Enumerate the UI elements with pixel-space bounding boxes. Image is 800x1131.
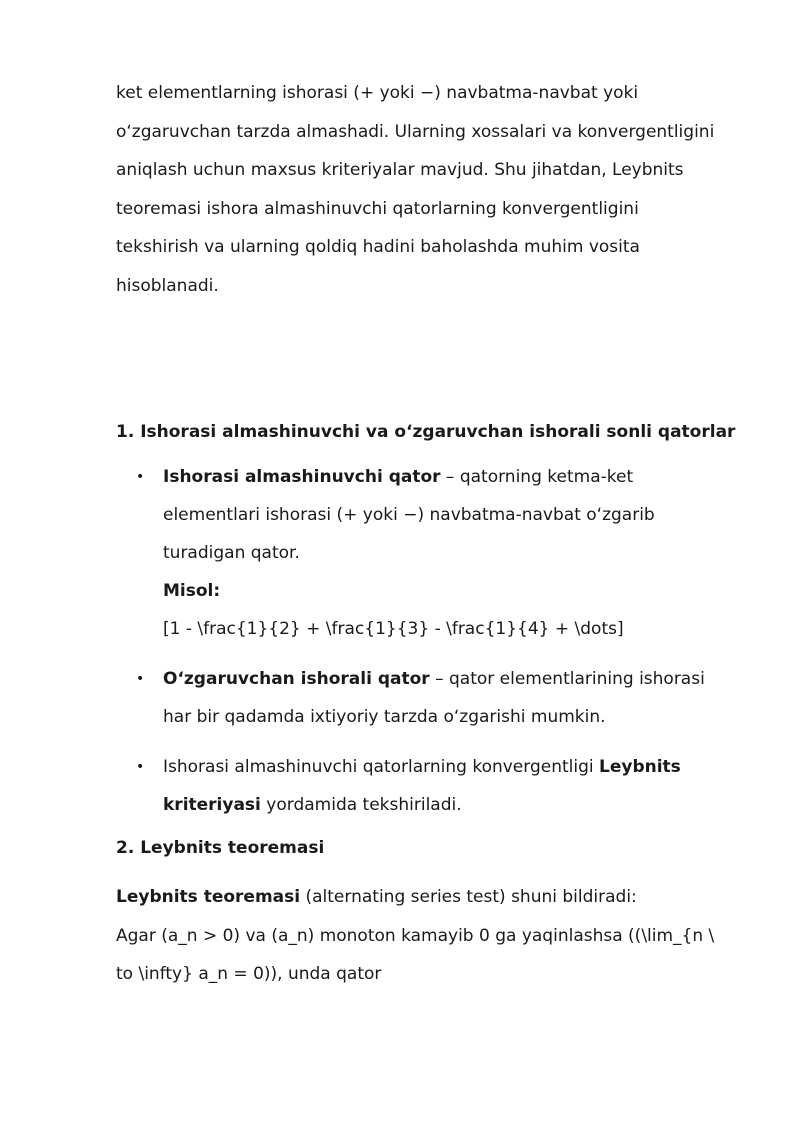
bullet-icon: • <box>136 759 145 775</box>
bullet-icon: • <box>136 671 145 687</box>
theorem-text: (alternating series test) shuni bildiradi: <box>300 887 637 907</box>
intro-line: tekshirish va ularning qoldiq hadini baholashda muhim vosita <box>116 237 640 257</box>
term-label: O‘zgaruvchan ishorali qator <box>163 669 430 689</box>
term-label: Ishorasi almashinuvchi qator <box>163 467 441 487</box>
bullet-icon: • <box>136 469 145 485</box>
intro-paragraph <box>116 74 736 305</box>
theorem-text: Agar (a_n > 0) va (a_n) monoton kamayib 0 ga yaqinlashsa ((\lim_{n \ <box>116 925 715 946</box>
term-label: Leybnits teoremasi <box>116 887 301 907</box>
intro-line: aniqlash uchun maxsus kriteriyalar mavjud. Shu jihatdan, Leybnits <box>116 160 684 180</box>
section-spacer <box>116 305 736 420</box>
item-text: – qatorning ketma-ket <box>440 467 634 487</box>
section-2-heading: 2. Leybnits teoremasi <box>116 838 325 858</box>
term-label: Leybnits <box>599 757 681 777</box>
item-text: – qator elementlarining ishorasi <box>429 669 705 689</box>
list-item <box>116 748 736 824</box>
term-label: kriteriyasi <box>163 795 261 815</box>
theorem-paragraph <box>116 878 736 994</box>
intro-line: ket elementlarning ishorasi (+ yoki −) navbatma-navbat yoki <box>116 83 639 103</box>
theorem-text: to \infty} a_n = 0)), unda qator <box>116 964 382 984</box>
item-text: yordamida tekshiriladi. <box>260 795 462 815</box>
intro-line: hisoblanadi. <box>116 275 219 296</box>
document-page <box>116 74 736 994</box>
intro-line: o‘zgaruvchan tarzda almashadi. Ularning xossalari va konvergentligini <box>116 121 715 142</box>
example-label: Misol: <box>163 581 221 601</box>
item-text: har bir qadamda ixtiyoriy tarzda o‘zgarishi mumkin. <box>163 707 606 727</box>
list-item <box>116 458 736 648</box>
section-1-heading: 1. Ishorasi almashinuvchi va o‘zgaruvchan ishorali sonli qatorlar <box>116 422 736 442</box>
intro-line: teoremasi ishora almashinuvchi qatorlarning konvergentligini <box>116 198 639 219</box>
item-text: turadigan qator. <box>163 543 300 563</box>
example-formula: [1 - \frac{1}{2} + \frac{1}{3} - \frac{1}{4} + \dots] <box>163 619 624 639</box>
section-1-list <box>116 458 736 824</box>
item-text: Ishorasi almashinuvchi qatorlarning konvergentligi <box>163 757 600 777</box>
list-item <box>116 660 736 736</box>
item-text: elementlari ishorasi (+ yoki −) navbatma-navbat o‘zgarib <box>163 505 655 525</box>
